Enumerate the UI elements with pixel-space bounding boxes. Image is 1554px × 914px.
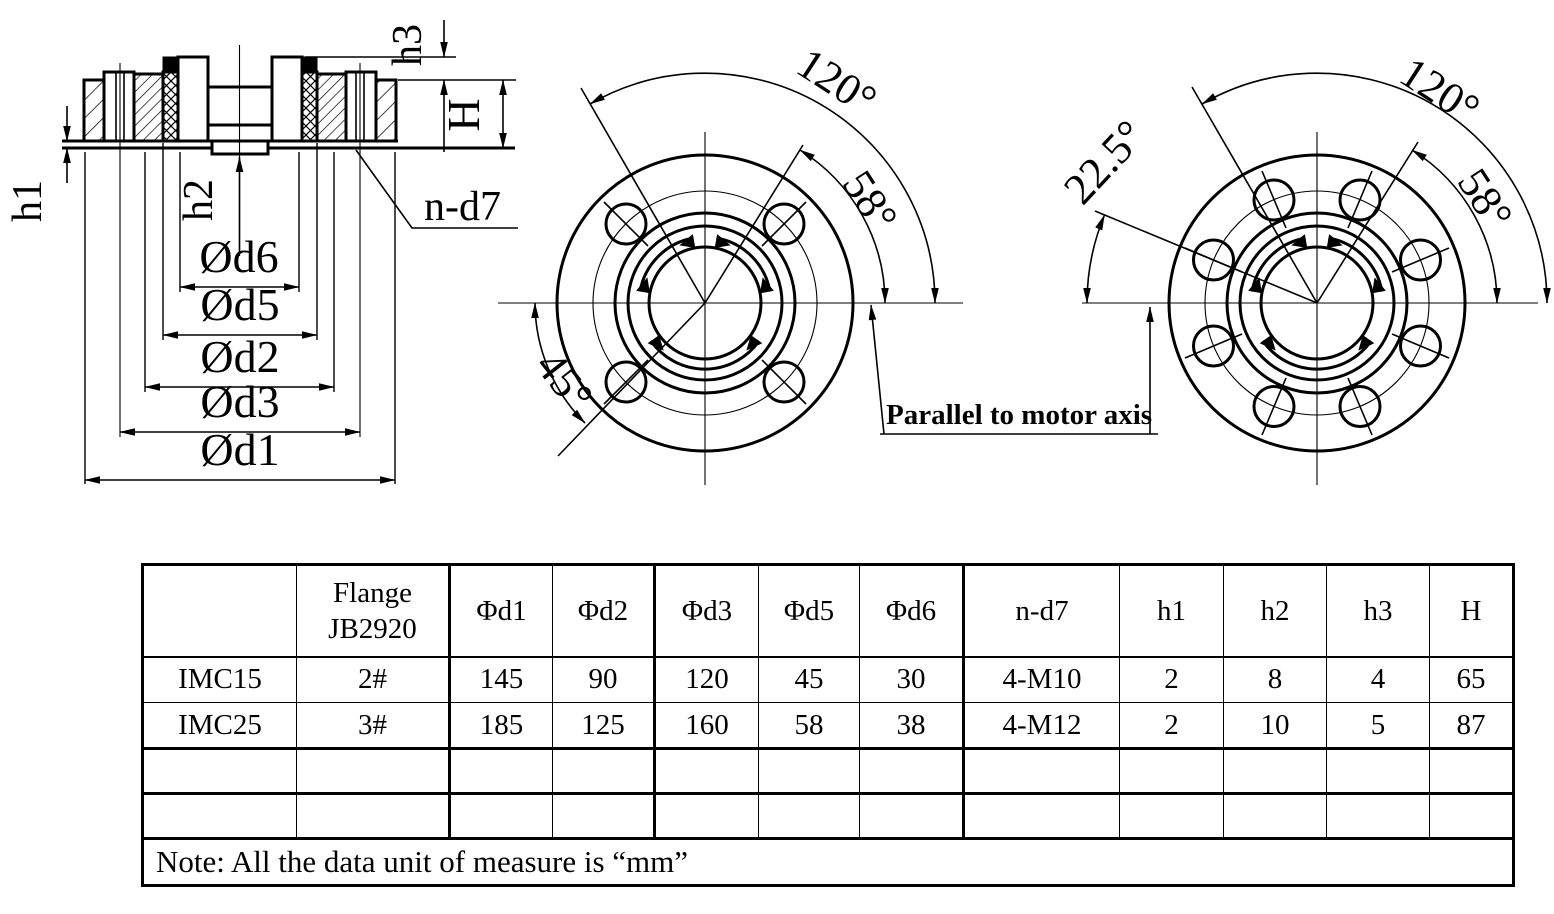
hub-right	[317, 74, 346, 141]
label-angle-58: 58°	[1447, 159, 1523, 239]
cell-nd7: 4-M10	[964, 657, 1120, 703]
label-h1: h1	[5, 180, 51, 222]
bolt-hole	[1340, 171, 1380, 228]
table-empty-row	[143, 794, 1514, 839]
insert-cap-left	[163, 57, 178, 72]
elastic-insert-left	[163, 72, 178, 141]
parallel-annotation-text: Parallel to motor axis	[886, 399, 1153, 431]
section-view	[5, 20, 518, 484]
cell-d3: 160	[655, 703, 759, 749]
outer-ring-left	[84, 80, 104, 141]
header-d3: Φd3	[655, 565, 759, 657]
header-H: H	[1430, 565, 1514, 657]
label-nd7: n-d7	[424, 184, 501, 230]
bolt-boss-left	[104, 72, 134, 141]
bolt-hole	[604, 202, 648, 246]
header-h1: h1	[1120, 565, 1224, 657]
header-d1: Φd1	[450, 565, 553, 657]
table-row-imc15	[143, 657, 1514, 703]
cell-H: 65	[1430, 657, 1514, 703]
label-angle-45: 45°	[526, 341, 603, 421]
arc-225	[1087, 215, 1105, 303]
cell-nd7: 4-M12	[964, 703, 1120, 749]
bolt-boss-right	[346, 72, 376, 141]
cell-d2: 90	[553, 657, 655, 703]
cell-flange: 2#	[297, 657, 450, 703]
cell-h2: 8	[1224, 657, 1327, 703]
bolt-hole	[1254, 171, 1294, 228]
bolt-hole	[1185, 326, 1242, 366]
label-H: H	[438, 98, 489, 132]
cell-flange: 3#	[297, 703, 450, 749]
cell-h1: 2	[1120, 703, 1224, 749]
radial-120	[1192, 87, 1317, 303]
center-post-right	[272, 57, 302, 141]
label-angle-120: 120°	[1391, 47, 1489, 135]
bolt-hole	[1392, 240, 1449, 280]
cell-h3: 5	[1327, 703, 1430, 749]
header-model	[143, 565, 297, 657]
label-d5: Ød5	[200, 279, 280, 330]
cell-h1: 2	[1120, 657, 1224, 703]
label-angle-58: 58°	[832, 161, 908, 241]
label-d1: Ød1	[200, 424, 280, 475]
radial-58	[705, 145, 803, 303]
header-flange-line1: Flange	[333, 576, 412, 609]
bolt-hole	[1254, 378, 1294, 435]
label-h3: h3	[385, 24, 431, 66]
bolt-hole	[604, 360, 648, 404]
header-d5: Φd5	[759, 565, 860, 657]
bolt-hole	[762, 202, 806, 246]
table-header-row	[143, 565, 1514, 657]
header-flange-line2: JB2920	[328, 612, 417, 645]
header-nd7: n-d7	[964, 565, 1120, 657]
bolt-hole	[1392, 326, 1449, 366]
elastic-insert-right	[302, 72, 317, 141]
header-flange	[297, 565, 450, 657]
cell-model: IMC15	[143, 657, 297, 703]
cell-d6: 38	[860, 703, 964, 749]
annotation-leader-left	[871, 305, 884, 434]
cell-d5: 45	[759, 657, 860, 703]
header-h2: h2	[1224, 565, 1327, 657]
hub-left	[134, 74, 163, 141]
label-d2: Ød2	[200, 331, 280, 382]
label-d6: Ød6	[199, 231, 279, 282]
table-note-row	[143, 839, 1514, 886]
cell-H: 87	[1430, 703, 1514, 749]
label-d3: Ød3	[200, 376, 280, 427]
label-angle-120: 120°	[788, 38, 886, 126]
table-note: Note: All the data unit of measure is “mm”	[143, 839, 1514, 886]
cell-h3: 4	[1327, 657, 1430, 703]
spec-table	[141, 563, 1515, 887]
header-h3: h3	[1327, 565, 1430, 657]
parallel-annotation	[871, 305, 1158, 434]
insert-cap-right	[302, 57, 317, 72]
center-post-left	[178, 57, 208, 141]
cell-d6: 30	[860, 657, 964, 703]
header-d6: Φd6	[860, 565, 964, 657]
table-row-imc25	[143, 703, 1514, 749]
cell-d5: 58	[759, 703, 860, 749]
radial-120	[581, 88, 705, 303]
cell-d3: 120	[655, 657, 759, 703]
cell-d2: 125	[553, 703, 655, 749]
label-angle-225: 22.5°	[1054, 110, 1155, 214]
outer-ring-right	[376, 80, 396, 141]
cell-h2: 10	[1224, 703, 1327, 749]
bolt-hole	[1340, 378, 1380, 435]
label-h2: h2	[176, 179, 222, 221]
cell-model: IMC25	[143, 703, 297, 749]
table-empty-row	[143, 749, 1514, 794]
cell-d1: 185	[450, 703, 553, 749]
cell-d1: 145	[450, 657, 553, 703]
bolt-hole	[762, 360, 806, 404]
header-d2: Φd2	[553, 565, 655, 657]
